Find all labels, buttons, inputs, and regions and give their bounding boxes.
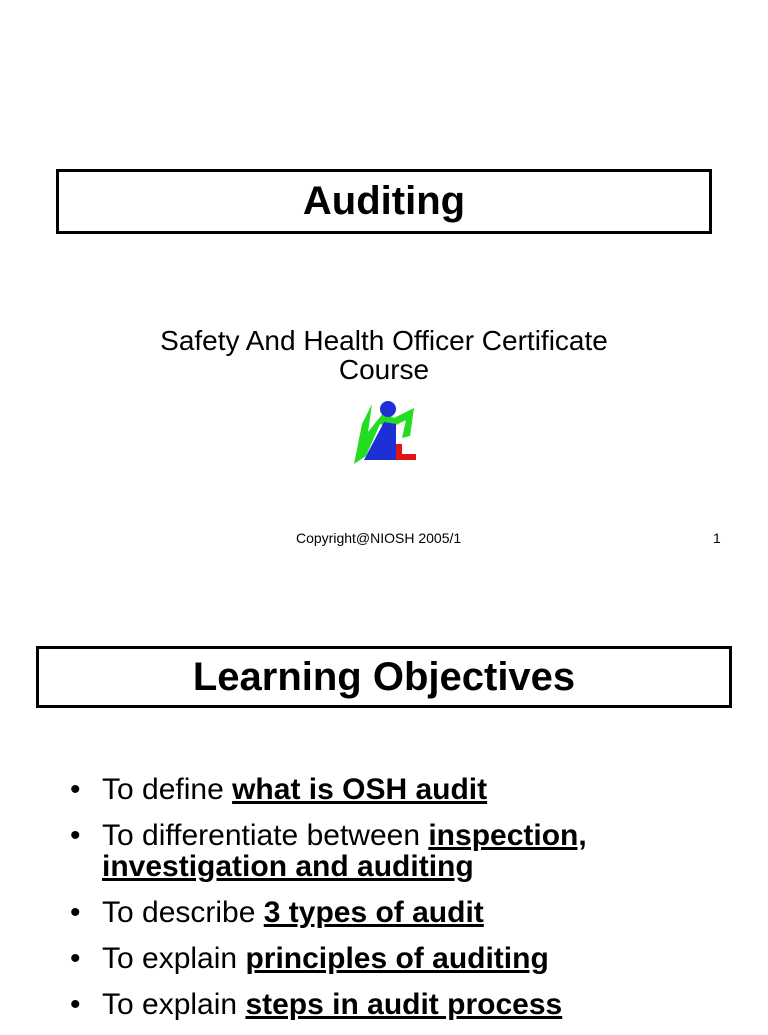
objective-emphasis: steps in audit process (245, 988, 563, 1021)
subtitle-line-1: Safety And Health Officer Certificate (160, 325, 608, 356)
objective-prefix: To describe (102, 896, 264, 929)
copyright-text: Copyright@NIOSH 2005/1 (296, 530, 462, 546)
slide-title-box (56, 169, 712, 234)
page-number: 1 (713, 530, 721, 546)
niosh-logo-icon (350, 398, 420, 468)
bullet: • (70, 942, 81, 975)
objectives-list (70, 774, 720, 1035)
objective-prefix: To differentiate between (102, 819, 429, 852)
list-item (70, 897, 720, 928)
list-item (70, 820, 720, 882)
objective-emphasis: inspection, investigation and auditing (102, 819, 587, 883)
objective-emphasis: principles of auditing (245, 942, 549, 975)
slide-title: Auditing (302, 179, 466, 223)
slide-title-box (36, 646, 732, 708)
list-item (70, 774, 720, 805)
objective-emphasis: 3 types of audit (263, 896, 484, 929)
subtitle-line-2: Course (338, 354, 430, 385)
slide-2 (0, 580, 768, 1024)
list-item (70, 989, 720, 1020)
objective-prefix: To explain (102, 942, 246, 975)
slide-title: Learning Objectives (192, 654, 576, 699)
objective-prefix: To define (102, 773, 233, 806)
bullet: • (70, 819, 81, 852)
bullet: • (70, 773, 81, 806)
objective-emphasis: what is OSH audit (232, 773, 488, 806)
slide-subtitle (0, 326, 768, 384)
objective-prefix: To explain (102, 988, 246, 1021)
bullet: • (70, 988, 81, 1021)
list-item (70, 943, 720, 974)
bullet: • (70, 896, 81, 929)
